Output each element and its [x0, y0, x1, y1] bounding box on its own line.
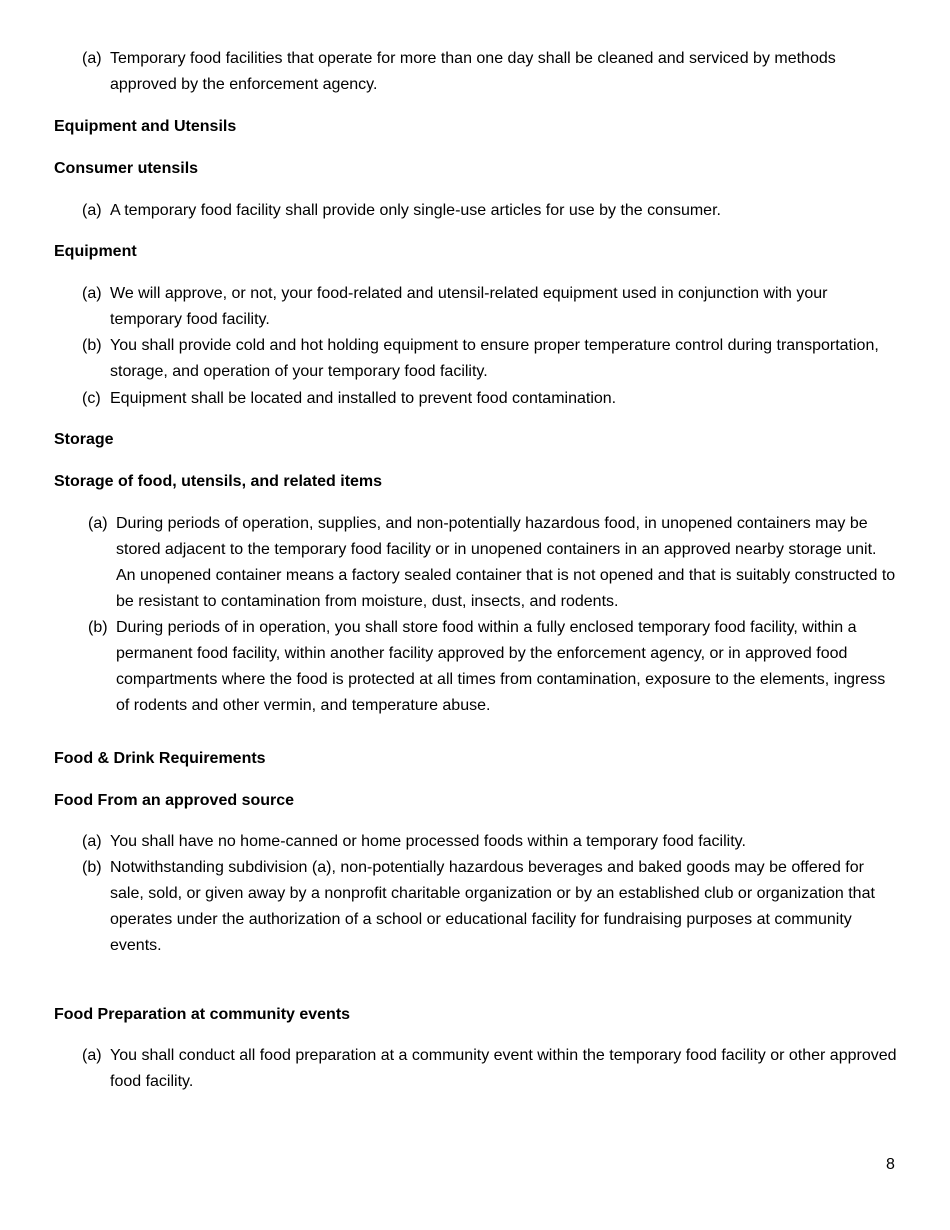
- list-item-label: (b): [82, 859, 102, 876]
- list-item: [82, 829, 902, 855]
- list-item-label: (a): [82, 285, 102, 302]
- list-item: [82, 198, 902, 224]
- subsection-heading-equipment: Equipment: [54, 243, 137, 260]
- list-item: [88, 615, 898, 719]
- list-item-text: During periods of in operation, you shall store food within a fully enclosed temporary food facility, within a permanent food facility, within another facility approved by the enforcement agency, or in approved food compartments where the food is protected at all times from contamination, exposure to the elements, ingress of rodents and other vermin, and temperature abuse.: [116, 619, 886, 714]
- list-item: [82, 281, 902, 333]
- list-item: [82, 855, 902, 959]
- list-item-text: Notwithstanding subdivision (a), non-potentially hazardous beverages and baked goods may be offered for sale, sold, or given away by a nonprofit charitable organization or by an established club or organization that operates under the authorization of a school or educational facility for fundraising purposes at community events.: [110, 859, 875, 954]
- list-item-text: You shall provide cold and hot holding equipment to ensure proper temperature control during transportation, storage, and operation of your temporary food facility.: [110, 337, 879, 380]
- list-item: [82, 46, 902, 98]
- list-item: [82, 386, 902, 412]
- list-item-text: Temporary food facilities that operate for more than one day shall be cleaned and serviced by methods approved by the enforcement agency.: [110, 50, 836, 93]
- section-heading-storage: Storage: [54, 431, 114, 448]
- list-item-label: (a): [82, 50, 102, 67]
- list-item-label: (c): [82, 390, 101, 407]
- list-item-label: (a): [82, 202, 102, 219]
- list-item-text: During periods of operation, supplies, and non-potentially hazardous food, in unopened containers may be stored adjacent to the temporary food facility or in unopened containers in an approved nearby storage unit. An unopened container means a factory sealed container that is not opened and that is suitably constructed to be resistant to contamination from moisture, dust, insects, and rodents.: [116, 515, 896, 610]
- subsection-heading-storage-of-food: Storage of food, utensils, and related items: [54, 473, 383, 490]
- list-item: [88, 511, 898, 615]
- list-item-label: (b): [88, 619, 108, 636]
- section-heading-food-and-drink-requirements: Food & Drink Requirements: [54, 750, 266, 767]
- list-item-text: We will approve, or not, your food-related and utensil-related equipment used in conjunction with your temporary food facility.: [110, 285, 828, 328]
- list-item-text: You shall conduct all food preparation at a community event within the temporary food facility or other approved food facility.: [110, 1047, 897, 1090]
- subsection-heading-food-from-approved-source: Food From an approved source: [54, 792, 295, 809]
- subsection-heading-food-preparation: Food Preparation at community events: [54, 1006, 351, 1023]
- list-item: [82, 1043, 902, 1095]
- list-item-label: (a): [82, 1047, 102, 1064]
- list-item-label: (b): [82, 337, 102, 354]
- page-number: 8: [886, 1156, 895, 1173]
- list-item-text: Equipment shall be located and installed to prevent food contamination.: [110, 390, 617, 407]
- list-item-label: (a): [88, 515, 108, 532]
- list-item-text: You shall have no home-canned or home processed foods within a temporary food facility.: [110, 833, 746, 850]
- list-item-text: A temporary food facility shall provide only single-use articles for use by the consumer.: [110, 202, 721, 219]
- list-item: [82, 333, 902, 385]
- section-heading-equipment-and-utensils: Equipment and Utensils: [54, 118, 237, 135]
- list-item-label: (a): [82, 833, 102, 850]
- subsection-heading-consumer-utensils: Consumer utensils: [54, 160, 199, 177]
